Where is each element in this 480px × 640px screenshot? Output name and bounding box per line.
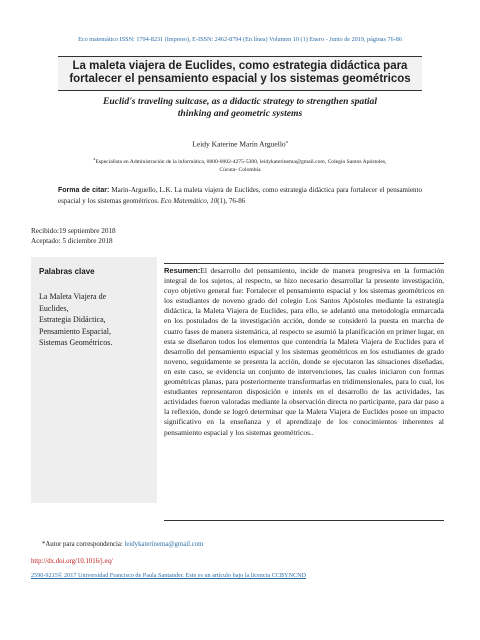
correspondence-label: *Autor para correspondencia: (42, 541, 123, 548)
keyword-item: Sistemas Geométricos. (39, 338, 113, 347)
abstract (164, 263, 444, 438)
keyword-item: Estrategia Didáctica, (39, 315, 106, 324)
title-english (58, 96, 422, 120)
title-spanish-line1: La maleta viajera de Euclides, como estrategia didáctica para (72, 60, 408, 72)
keywords-list (39, 291, 112, 349)
abstract-label: Resumen: (164, 266, 201, 275)
citation-pages: (1), 76-86 (217, 197, 246, 205)
citation-volume: 10 (210, 197, 218, 205)
title-spanish-line2: fortalecer el pensamiento espacial y los sistemas geométricos (69, 73, 411, 85)
author-mark: a (285, 139, 288, 144)
author-line (0, 139, 480, 149)
affiliation-mark: a (93, 156, 96, 161)
article-dates (31, 226, 116, 246)
keyword-item: Pensamiento Espacial, (39, 326, 111, 336)
journal-header: Eco matemático ISSN: 1794-8231 (Impreso), E-ISSN: 2462-8794 (En línea) Volumen 10 (1) Enero - Junio de 2019, páginas 76-86 (78, 36, 402, 43)
citation-journal: Eco Matemático, (160, 197, 209, 205)
keyword-item: Euclides, (39, 303, 69, 313)
correspondence-email-link[interactable]: leidykaterinema@gmail.com (124, 541, 204, 548)
citation (58, 185, 422, 206)
title-english-line1: Euclid's traveling suitcase, as a didactic strategy to strengthen spatial (103, 96, 377, 107)
correspondence-note (42, 541, 203, 548)
affiliation-line2: Cúcuta- Colombia (219, 166, 261, 173)
doi-link[interactable]: http://dx.doi.org/10.1016/j.eq/ (31, 558, 113, 565)
title-english-line2: thinking and geometric systems (177, 108, 303, 119)
keyword-item: La Maleta Viajera de (39, 292, 107, 301)
license-link[interactable]: 2590-9215© 2017 Universidad Francisco de Paula Santander. Este es un artículo bajo la licencia CCBYNCND (31, 572, 307, 579)
received-date: Recibido:19 septiembre 2018 (31, 227, 116, 235)
affiliation (60, 155, 420, 174)
abstract-bottom-rule (164, 520, 444, 521)
citation-text: Marín-Arguello, L.K. La maleta viajera de Euclides, como estrategia didáctica para fortalecer el pensamiento espacial y los sistemas geométricos. (58, 186, 422, 205)
accepted-date: Aceptado: 5 diciembre 2018 (31, 237, 113, 245)
citation-label: Forma de citar: (58, 187, 110, 194)
affiliation-line1: Especialista en Administración de la informática, 0000-0002-4275-5300, leidykaterinema@gmail.com, Colegio Santos Apóstoles, (95, 158, 387, 165)
keywords-title: Palabras clave (39, 267, 95, 276)
title-box (58, 56, 422, 91)
author-name: Leidy Katerine Marín Arguello (192, 139, 286, 149)
abstract-text: El desarrollo del pensamiento, incide de manera progresiva en la formación integral de los sujetos, al respecto, se hizo necesario desarrollar la presente investigación, cuyo objetivo general fue: Fortalecer el pensamiento espacial y los sistemas geométricos en los estudiantes de noveno grado del colegio Los Santos Apóstoles mediante la estrategia didáctica, la Maleta Viajera de Euclides, para ello, se adelantó una metodología enmarcada en los postulados de la investigación acción, donde se consideró la puesta en marcha de cuatro fases de manera sistemática, al respecto se asumió la planificación en primer lugar, en esta se diseñaron todos los elementos que contendría la Maleta Viajera de Euclides para el desarrollo del pensamiento espacial y los sistemas geométricos en los estudiantes de grado noveno, seguidamente se presenta la acción, donde se ejecutaron las situaciones diseñadas, en este caso, se evidencia un conjunto de intervenciones, las cuales iniciaron con formas geométricas planas, para posteriormente transformarlas en tridimensionales, para lo cual, los estudiantes representaron disposición e interés en el desarrollo de las actividades, las actividades fueron valoradas mediante la observación directa no participante, para dar paso a la reflexión, donde se logró determinar que la Maleta Viajera de Euclides posee un impacto significativo en la enseñanza y el aprendizaje de los conocimientos inherentes al pensamiento espacial y los sistemas geométricos.. (164, 266, 444, 437)
keywords-box (31, 257, 157, 503)
